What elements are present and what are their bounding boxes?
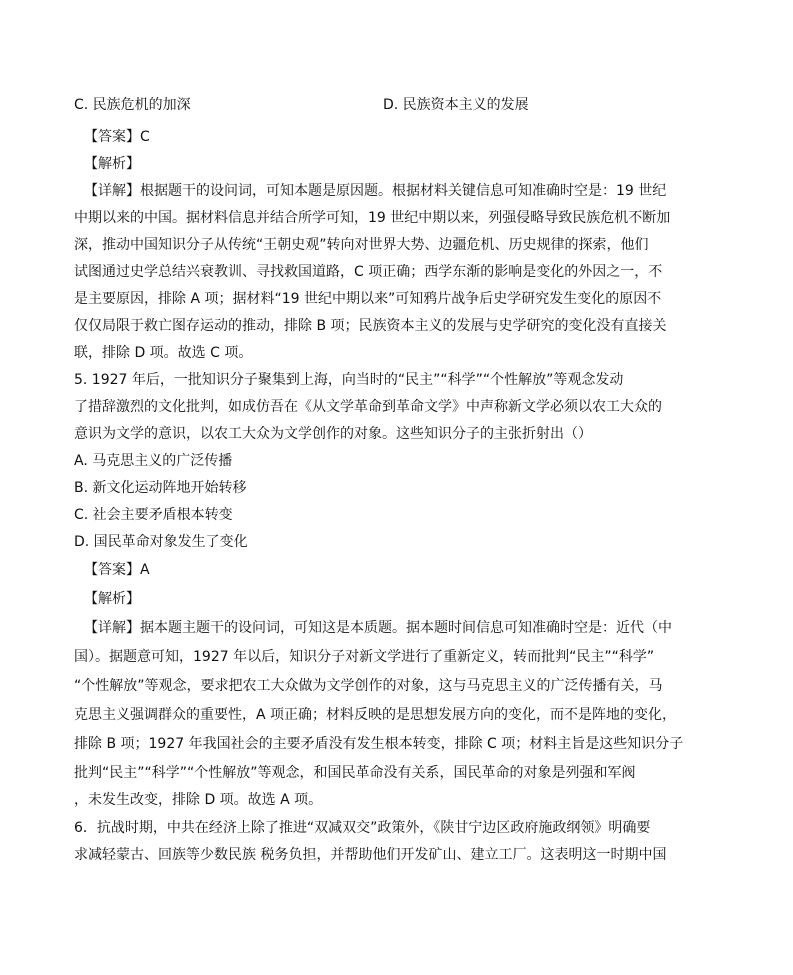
q5-detail-line: “个性解放”等观念，要求把农工大众做为文学创作的对象，这与马克思主义的广泛传播有关，马: [74, 678, 663, 694]
q5-detail-line: 国）。据题意可知，1927 年以后，知识分子对新文学进行了重新定义，转而批判“民主”“科学”: [74, 649, 655, 665]
q6-stem-line: 求减轻蒙古、回族等少数民族 税务负担，并帮助他们开发矿山、建立工厂。这表明这一时期中国: [74, 847, 667, 863]
q6-stem-line: 6．抗战时期，中共在经济上除了推进“双减双交”政策外，《陕甘宁边区政府施政纲领》明确要: [74, 820, 651, 836]
q5-stem-line: 5. 1927 年后，一批知识分子聚集到上海，向当时的“民主”“科学”“个性解放”等观念发动: [74, 372, 624, 388]
q5-analysis-heading: 【解析】: [84, 591, 140, 607]
q5-stem-line: 了措辞激烈的文化批判，如成仿吾在《从文学革命到革命文学》中声称新文学必须以农工大众的: [74, 399, 662, 415]
q4-detail-line: 是主要原因，排除 A 项；据材料“19 世纪中期以来”可知鸦片战争后史学研究发生变化的原因不: [74, 291, 662, 307]
q5-option-d: D. 国民革命对象发生了变化: [74, 534, 248, 550]
q5-detail-line: 排除 B 项；1927 年我国社会的主要矛盾没有发生根本转变，排除 C 项；材料主旨是这些知识分子: [74, 736, 684, 752]
q4-detail-line: 试图通过史学总结兴衰教训、寻找救国道路，C 项正确；西学东渐的影响是变化的外因之一，不: [74, 264, 663, 280]
q4-answer: 【答案】C: [84, 129, 150, 145]
q5-answer: 【答案】A: [84, 562, 150, 578]
q5-detail-line: 批判“民主”“科学”“个性解放”等观念，和国民革命没有关系，国民革命的对象是列强和军阀: [74, 765, 636, 781]
q4-options-row: [74, 95, 674, 115]
q5-detail-line: 【详解】据本题主题干的设问词，可知这是本质题。据本题时间信息可知准确时空是：近代（中: [84, 620, 672, 636]
q5-stem-line: 意识为文学的意识，以农工大众为文学创作的对象。这些知识分子的主张折射出（）: [74, 426, 592, 442]
q5-detail-line: ，未发生改变，排除 D 项。故选 A 项。: [74, 792, 323, 808]
q5-option-b: B. 新文化运动阵地开始转移: [74, 480, 247, 496]
q5-detail-line: 克思主义强调群众的重要性，A 项正确；材料反映的是思想发展方向的变化，而不是阵地的变化，: [74, 707, 677, 723]
q5-option-c: C. 社会主要矛盾根本转变: [74, 507, 233, 523]
q4-option-d: D. 民族资本主义的发展: [383, 97, 529, 113]
q4-detail-line: 联，排除 D 项。故选 C 项。: [74, 345, 253, 361]
q4-analysis-heading: 【解析】: [84, 156, 140, 172]
q4-detail-line: 深，推动中国知识分子从传统“王朝史观”转向对世界大势、边疆危机、历史规律的探索，他们: [74, 237, 649, 253]
q5-option-a: A. 马克思主义的广泛传播: [74, 453, 233, 469]
q4-option-c: C. 民族危机的加深: [74, 97, 191, 113]
q4-detail-line: 【详解】根据题干的设问词，可知本题是原因题。根据材料关键信息可知准确时空是：19 世纪: [84, 183, 667, 199]
q4-detail-line: 中期以来的中国。据材料信息并结合所学可知，19 世纪中期以来，列强侵略导致民族危机不断加: [74, 210, 671, 226]
q4-detail-line: 仅仅局限于救亡图存运动的推动，排除 B 项；民族资本主义的发展与史学研究的变化没有直接关: [74, 318, 667, 334]
